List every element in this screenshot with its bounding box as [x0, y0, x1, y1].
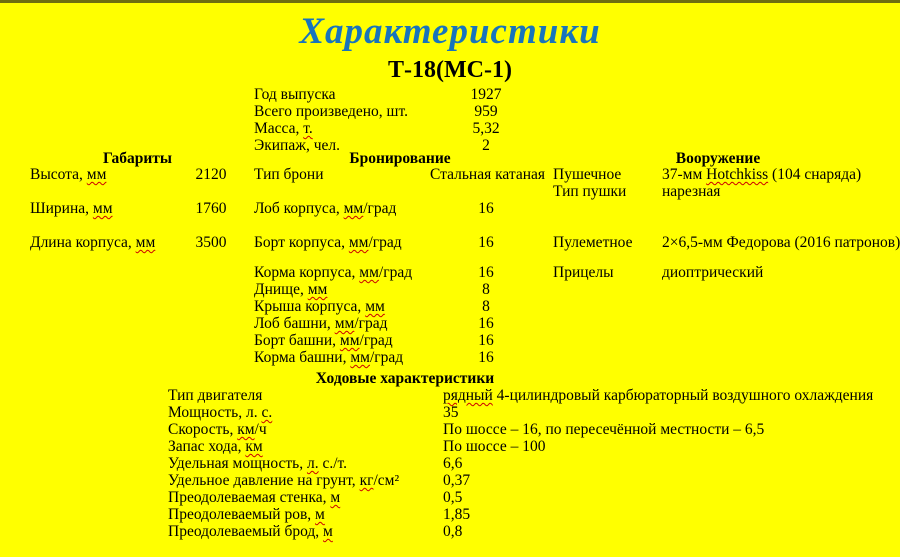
spec-label: Длина корпуса, мм	[30, 234, 156, 251]
spec-label: Корма корпуса, мм/град	[254, 264, 413, 281]
spec-label: Лоб башни, мм/град	[254, 315, 388, 332]
spec-label: Крыша корпуса, мм	[254, 298, 385, 315]
spec-label: Экипаж, чел.	[254, 137, 340, 154]
spec-value: 16	[478, 200, 494, 217]
spec-value: 5,32	[472, 120, 500, 137]
spec-label: Борт башни, мм/град	[254, 332, 393, 349]
spec-label: Запас хода, км	[168, 438, 263, 455]
spec-value: диоптрический	[662, 264, 764, 281]
spec-value: 959	[474, 103, 498, 120]
spec-label: Прицелы	[553, 264, 614, 281]
spec-value: 35	[443, 404, 459, 421]
spec-label: Тип брони	[254, 166, 324, 183]
spec-label: Скорость, км/ч	[168, 421, 267, 438]
spec-label: Преодолеваемый ров, м	[168, 506, 325, 523]
section-header-armament: Вооружение	[675, 150, 761, 167]
spec-label: Удельное давление на грунт, кг/см²	[168, 472, 400, 489]
spec-value: 16	[478, 234, 494, 251]
spec-value: 0,5	[443, 489, 463, 506]
spec-value: 16	[478, 264, 494, 281]
spec-label: Пулеметное	[553, 234, 633, 251]
spec-label: Масса, т.	[254, 120, 313, 137]
page-top-border	[0, 0, 900, 3]
spec-label: Тип пушки	[553, 183, 627, 200]
spec-value: Стальная катаная	[430, 166, 546, 183]
spec-value: По шоссе – 16, по пересечённой местности – 6,5	[443, 421, 765, 438]
spec-label: Удельная мощность, л. с./т.	[168, 455, 347, 472]
spec-label: Ширина, мм	[30, 200, 113, 217]
section-header-armor: Бронирование	[349, 150, 451, 167]
spec-value: 1760	[195, 200, 227, 217]
spec-value: рядный 4-цилиндровый карбюраторный воздушного охлаждения	[443, 387, 874, 404]
spec-value: 0,8	[443, 523, 463, 540]
spec-label: Год выпуска	[254, 86, 336, 103]
spec-label: Днище, мм	[254, 281, 328, 298]
spec-value: 1,85	[443, 506, 471, 523]
spec-label: Высота, мм	[30, 166, 107, 183]
spec-label: Преодолеваемый брод, м	[168, 523, 333, 540]
section-header-dimensions: Габариты	[102, 150, 173, 167]
spec-value: 2	[482, 137, 490, 154]
spec-value: 1927	[470, 86, 502, 103]
page-title: Характеристики	[299, 11, 601, 52]
spec-value: 2120	[195, 166, 227, 183]
spec-label: Всего произведено, шт.	[254, 103, 408, 120]
spec-label: Корма башни, мм/град	[254, 349, 404, 366]
spec-value: По шоссе – 100	[443, 438, 546, 455]
spec-value: 37-мм Hotchkiss (104 снаряда)	[662, 166, 862, 183]
spec-label: Лоб корпуса, мм/град	[254, 200, 397, 217]
section-header-running: Ходовые характеристики	[315, 370, 495, 387]
spec-label: Мощность, л. с.	[168, 404, 273, 421]
spec-value: 16	[478, 315, 494, 332]
spec-value: нарезная	[662, 183, 721, 200]
spec-label: Преодолеваемая стенка, м	[168, 489, 341, 506]
spec-value: 8	[482, 281, 490, 298]
spec-value: 2×6,5-мм Федорова (2016 патронов)	[662, 234, 900, 251]
spec-value: 6,6	[443, 455, 463, 472]
spec-value: 16	[478, 349, 494, 366]
spec-value: 8	[482, 298, 490, 315]
spec-value: 16	[478, 332, 494, 349]
model-name: Т-18(МС-1)	[388, 57, 512, 83]
spec-label: Тип двигателя	[168, 387, 263, 404]
spec-value: 3500	[195, 234, 227, 251]
spec-label: Борт корпуса, мм/град	[254, 234, 402, 251]
spec-label: Пушечное	[553, 166, 622, 183]
spec-value: 0,37	[443, 472, 471, 489]
